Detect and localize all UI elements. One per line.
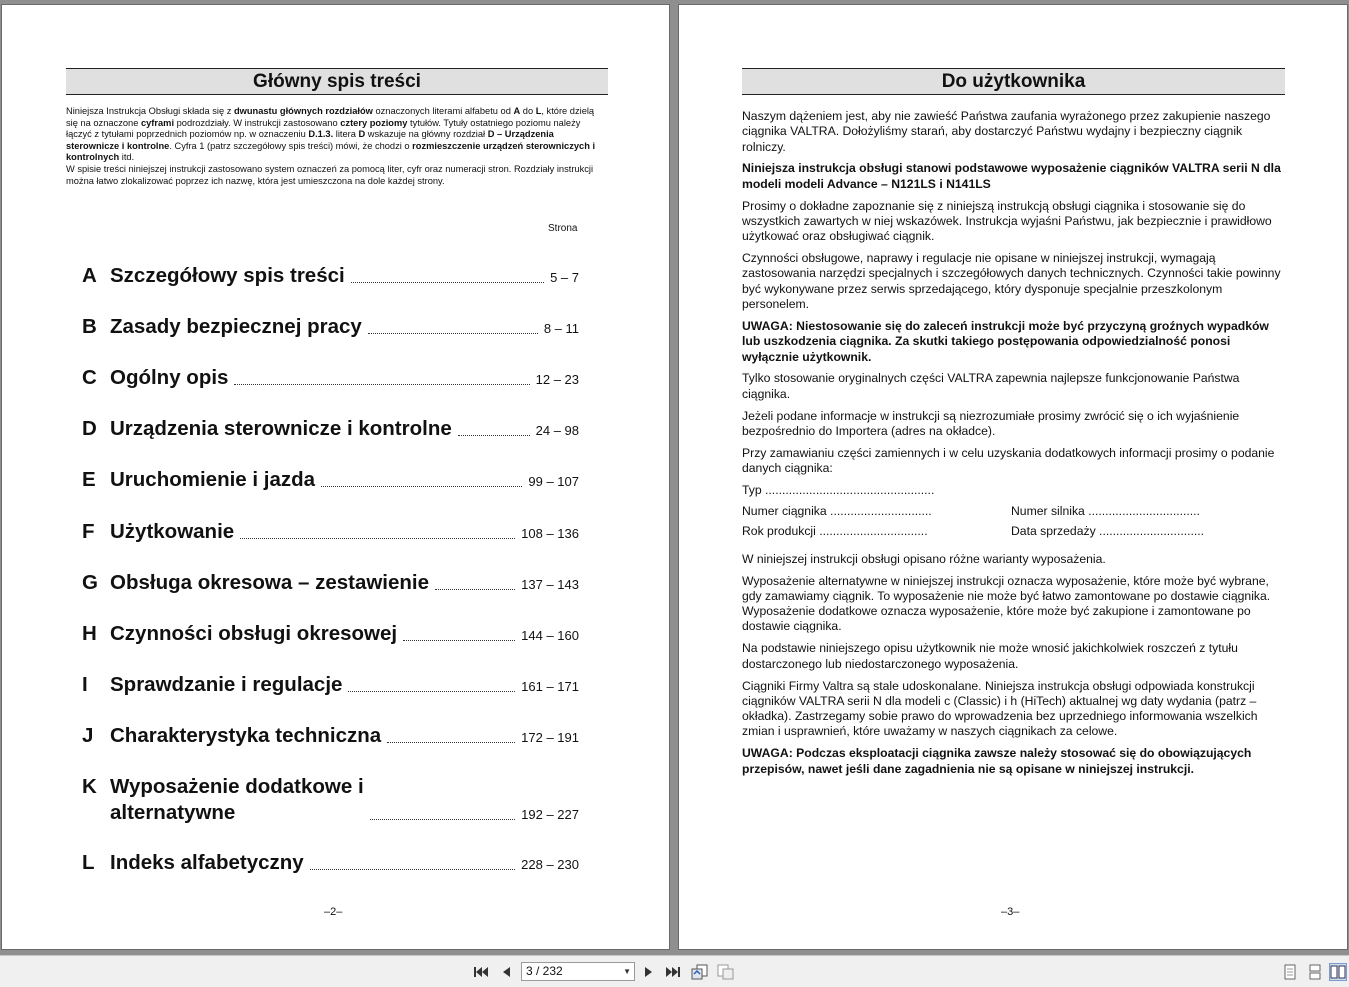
notice-paragraph: Naszym dążeniem jest, aby nie zawieść Państwa zaufania wyrażonego przez zakupienie naszego ciągnika VALTRA. Dołożyliśmy starań, aby dostarczyć Państwu wydajny i bezpieczny ciągnik rolniczy.: [742, 109, 1271, 154]
toc-page-range: 12 – 23: [535, 372, 579, 387]
toc-title: Charakterystyka techniczna: [110, 724, 382, 747]
page-2: [1, 4, 670, 950]
toc-page-range: 137 – 143: [521, 577, 579, 592]
intro-run: D.1.3.: [308, 129, 334, 140]
intro-run: cyframi: [140, 117, 175, 128]
single-page-view-button[interactable]: [1281, 963, 1299, 981]
intro-run: Niniejsza Instrukcja Obsługi składa się z: [66, 106, 234, 116]
toc-leader-dots: [351, 280, 544, 283]
toc-leader-dots: [387, 740, 515, 743]
first-page-button[interactable]: [472, 963, 490, 981]
page-number: –3–: [1001, 906, 1020, 918]
paragraph-group: [742, 552, 1287, 777]
toc-letter: K: [82, 775, 97, 798]
notice-paragraph: Wyposażenie alternatywne w niniejszej instrukcji oznacza wyposażenie, które może być wybrane, gdy zamawiamy ciągnik. To wyposażenie nie może być łatwo zamontowane po dostawie ciągnika. Wyposażenie dodatkowe oznacza wyposażenie, które może być zakupione i zamontowane po dostawie ciągnika.: [742, 573, 1271, 634]
notice-paragraph-bold: UWAGA: Niestosowanie się do zaleceń instrukcji może być przyczyną groźnych wypadków lub uszkodzenia ciągnika. Za skutki takiego postępowania odpowiedzialność ponosi wyłącznie użytkownik.: [742, 318, 1269, 364]
toc-leader-dots: [370, 817, 516, 820]
toc-title-line: Wyposażenie dodatkowe i: [110, 775, 364, 798]
toc-title: Szczegółowy spis treści: [110, 264, 345, 287]
intro-run: rozmieszczenie urządzeń sterowniczych i kontrolnych: [66, 140, 596, 163]
toc-entry-c[interactable]: [82, 365, 579, 391]
toc-letter: L: [82, 851, 95, 874]
notice-paragraph: Czynności obsługowe, naprawy i regulacje nie opisane w niniejszej instrukcji, wymagają zastosowania narzędzi specjalnych i szczegółowych danych technicznych. Czynności takie powinny być wykonywane przez serwis sprzedającego, który dysponuje specjalnie przeszkolonym personelem.: [742, 251, 1281, 312]
form-field-engine-number: Numer silnika .................................: [1011, 503, 1200, 518]
last-page-button[interactable]: [664, 963, 682, 981]
intro-run: L: [535, 106, 542, 116]
toc-entry-l[interactable]: [82, 850, 579, 876]
toc-entry-k[interactable]: [82, 774, 579, 826]
notice-paragraph: W niniejszej instrukcji obsługi opisano różne warianty wyposażenia.: [742, 551, 1106, 566]
toc-entry-h[interactable]: [82, 621, 579, 647]
toc-entry-j[interactable]: [82, 723, 579, 749]
page-heading: Do użytkownika: [742, 68, 1285, 95]
form-field-typ: Typ ..................................................: [742, 482, 935, 497]
notice-paragraph-bold: UWAGA: Podczas eksploatacji ciągnika zawsze należy stosować się do obowiązujących przepisów, nawet jeśli dane zagadnienia nie są opisane w niniejszej instrukcji.: [742, 746, 1252, 776]
toc-entry-b[interactable]: [82, 314, 579, 340]
toc-title: Uruchomienie i jazda: [110, 468, 316, 491]
go-back-icon: [691, 964, 709, 980]
facing-pages-view-icon: [1330, 965, 1346, 979]
toc-leader-dots: [234, 382, 529, 385]
intro-paragraph-2: W spisie treści niniejszej instrukcji zastosowano system oznaczeń za pomocą liter, cyfr oraz numeracji stron. Rozdziały instrukcji można łatwo zlokalizować poprzez ich nazwę, która jest umieszczona na dole każdej strony.: [66, 163, 594, 186]
toc-leader-dots: [403, 638, 515, 641]
intro-run: podrozdziały. W instrukcji zastosowano: [174, 117, 341, 128]
intro-run: , które dzielą się na oznaczone: [66, 106, 595, 128]
page-3: [678, 4, 1348, 950]
toc-entry-g[interactable]: [82, 570, 579, 596]
go-forward-button[interactable]: [717, 963, 735, 981]
toc-title: Urządzenia sterownicze i kontrolne: [110, 417, 452, 440]
toc-page-range: 228 – 230: [521, 857, 579, 872]
previous-page-icon: [500, 965, 512, 979]
page-number: –2–: [324, 906, 343, 918]
intro-run: A: [513, 106, 521, 116]
toc-letter: D: [82, 417, 97, 440]
toc-letter: C: [82, 366, 97, 389]
toc-letter: B: [82, 315, 97, 338]
toc-letter: H: [82, 622, 97, 645]
page-column-label: Strona: [548, 223, 578, 234]
toc-letter: E: [82, 468, 96, 491]
toc-leader-dots: [458, 433, 530, 436]
user-notice-content: [742, 109, 1287, 783]
toc-page-range: 144 – 160: [521, 628, 579, 643]
navigation-toolbar: [0, 955, 1349, 987]
intro-run: litera: [333, 129, 359, 140]
form-row: [742, 504, 1287, 519]
intro-run: dwunastu głównych rozdziałów: [233, 106, 373, 116]
toc-title: [110, 774, 364, 826]
toc-title: Użytkowanie: [110, 520, 235, 543]
toc-letter: I: [82, 673, 88, 696]
toc-leader-dots: [348, 689, 515, 692]
next-page-button[interactable]: [640, 963, 658, 981]
facing-pages-view-button[interactable]: [1329, 963, 1347, 981]
intro-run: oznaczonych literami alfabetu od: [372, 106, 514, 116]
continuous-view-icon: [1308, 964, 1322, 980]
intro-run: . Cyfra 1 (patrz szczegółowy spis treści) mówi, że chodzi o: [169, 140, 413, 151]
toc-entry-a[interactable]: [82, 263, 579, 289]
toc-letter: J: [82, 724, 94, 747]
intro-run: D – Urządzenia sterownicze i kontrolne: [66, 129, 554, 151]
toc-entry-d[interactable]: [82, 416, 579, 442]
toc-leader-dots: [240, 536, 515, 539]
toc-entry-i[interactable]: [82, 672, 579, 698]
toc-letter: F: [82, 520, 95, 543]
toc-page-range: 99 – 107: [528, 474, 579, 489]
notice-paragraph: Na podstawie niniejszego opisu użytkownik nie może wnosić jakichkolwiek roszczeń z tytułu dostarczonego lub niedostarczonego wyposażenia.: [742, 641, 1238, 671]
toc-title: Ogólny opis: [110, 366, 229, 389]
toc-title: Zasady bezpiecznej pracy: [110, 315, 362, 338]
toc-page-range: 108 – 136: [521, 526, 579, 541]
notice-paragraph-bold: Niniejsza instrukcja obsługi stanowi podstawowe wyposażenie ciągników VALTRA serii N dla modeli modeli Advance – N121LS i N141LS: [742, 161, 1281, 191]
toc-page-range: 192 – 227: [521, 807, 579, 822]
toc-page-range: 24 – 98: [535, 423, 579, 438]
paragraph-group: [742, 109, 1287, 476]
notice-paragraph: Tylko stosowanie oryginalnych części VALTRA zapewnia najlepsze funkcjonowanie Państwa ciągnika.: [742, 371, 1240, 401]
toc-title-line: alternatywne: [110, 801, 236, 824]
form-field-production-year: Rok produkcji ................................: [742, 524, 928, 539]
intro-text: [66, 106, 606, 187]
notice-paragraph: Przy zamawianiu części zamiennych i w celu uzyskania dodatkowych informacji prosimy o podanie danych ciągnika:: [742, 445, 1275, 476]
chevron-down-icon: ▼: [623, 967, 631, 976]
form-field-tractor-number: Numer ciągnika ..............................: [742, 503, 932, 518]
notice-paragraph: Prosimy o dokładne zapoznanie się z niniejszą instrukcją obsługi ciągnika i stosowanie się do wszystkich zawartych w niej wskazówek. Instrukcja wyjaśni Państwu, jak bezpiecznie i prawidłowo użytkować oraz obsługiwać ciągnik.: [742, 198, 1272, 244]
intro-run: wskazuje na główny rozdział: [365, 129, 488, 140]
form-row: [742, 524, 1287, 539]
toc-entry-f[interactable]: [82, 519, 579, 545]
toc-leader-dots: [368, 331, 538, 334]
form-field-sale-date: Data sprzedaży ...............................: [1011, 524, 1205, 539]
next-page-icon: [643, 965, 655, 979]
toc-title: Obsługa okresowa – zestawienie: [110, 571, 430, 594]
toc-letter: G: [82, 571, 98, 594]
page-heading: Główny spis treści: [66, 68, 608, 95]
single-page-view-icon: [1283, 964, 1297, 980]
go-forward-icon: [717, 964, 735, 980]
toc-leader-dots: [310, 867, 515, 870]
toc-entry-e[interactable]: [82, 467, 579, 493]
intro-run: do: [520, 106, 536, 116]
last-page-icon: [665, 965, 681, 979]
intro-run: cztery poziomy: [340, 117, 408, 128]
notice-paragraph: Ciągniki Firmy Valtra są stale udoskonalane. Niniejsza instrukcja obsługi odpowiada konstrukcji ciągników VALTRA serii N dla modeli c (Classic) i h (HiTech) aktualnej wg daty wydania (patrz – okładka). Zastrzegamy sobie prawo do wprowadzenia bez uprzedniego informowania wszelkich zmian i usprawnień, które uważamy w naszych ciągnikach za celowe.: [742, 678, 1258, 739]
toc-page-range: 5 – 7: [550, 270, 579, 285]
toc-leader-dots: [321, 484, 522, 487]
go-back-button[interactable]: [691, 963, 709, 981]
first-page-icon: [473, 965, 489, 979]
intro-run: D: [358, 129, 366, 140]
page-indicator: 3 / 232: [526, 964, 563, 978]
previous-page-button[interactable]: [497, 963, 515, 981]
toc-letter: A: [82, 264, 97, 287]
page-number-input[interactable]: [521, 962, 635, 981]
intro-run: tytułów. Tytuły ostatniego poziomu należy łączyć z tytułami poprzednich poziomów np. w oznaczeniu: [66, 117, 581, 140]
toc-page-range: 8 – 11: [543, 321, 579, 336]
toc-leader-dots: [435, 587, 515, 590]
toc-title: Sprawdzanie i regulacje: [110, 673, 343, 696]
toc-page-range: 172 – 191: [521, 730, 579, 745]
toc-title: Czynności obsługi okresowej: [110, 622, 398, 645]
intro-run: itd.: [119, 152, 135, 163]
notice-paragraph: Jeżeli podane informacje w instrukcji są niezrozumiałe prosimy zwrócić się o ich wyjaśnienie bezpośrednio do Importera (adres na okładce).: [742, 408, 1240, 438]
intro-paragraph-1: [66, 106, 595, 162]
continuous-view-button[interactable]: [1306, 963, 1324, 981]
toc-page-range: 161 – 171: [521, 679, 579, 694]
toc-title: Indeks alfabetyczny: [110, 851, 304, 874]
